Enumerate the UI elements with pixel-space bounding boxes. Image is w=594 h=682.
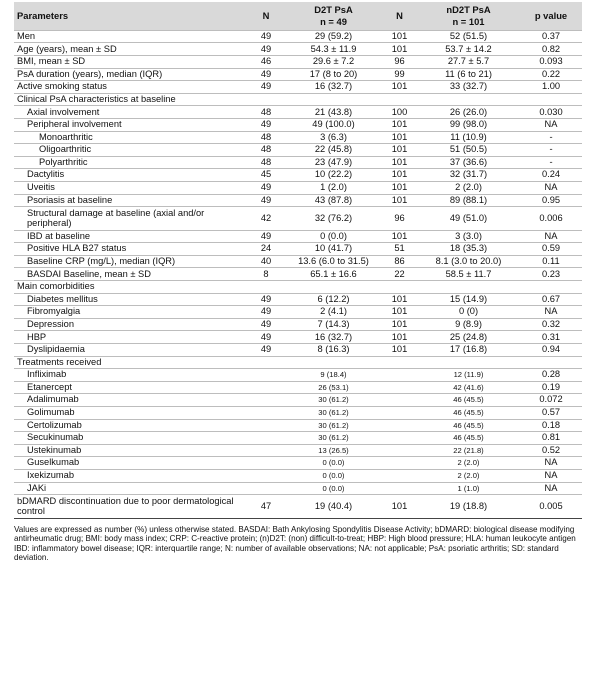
parameter-cell: Guselkumab [14, 457, 247, 470]
n-nd2t-cell: 101 [382, 318, 417, 331]
parameter-cell: Fibromyalgia [14, 306, 247, 319]
n-d2t-cell: 48 [247, 156, 285, 169]
nd2t-value-cell: 22 (21.8) [417, 444, 520, 457]
p-value-cell: 0.57 [520, 406, 582, 419]
p-value-cell: NA [520, 457, 582, 470]
parameter-cell: Positive HLA B27 status [14, 243, 247, 256]
nd2t-value-cell: 99 (98.0) [417, 118, 520, 131]
d2t-value-cell: 0 (0.0) [285, 230, 382, 243]
parameter-cell: HBP [14, 331, 247, 344]
n-d2t-cell: 42 [247, 207, 285, 231]
nd2t-value-cell: 37 (36.6) [417, 156, 520, 169]
p-value-cell: 0.005 [520, 495, 582, 519]
nd2t-value-cell: 25 (24.8) [417, 331, 520, 344]
parameter-cell: BASDAI Baseline, mean ± SD [14, 268, 247, 281]
d2t-value-cell: 21 (43.8) [285, 106, 382, 119]
n-nd2t-cell: 96 [382, 207, 417, 231]
table-row [14, 293, 582, 306]
table-row [14, 156, 582, 169]
table-row [14, 419, 582, 432]
parameter-cell: Ixekizumab [14, 469, 247, 482]
table-row [14, 482, 582, 495]
n-nd2t-cell: 101 [382, 118, 417, 131]
n-d2t-cell: 40 [247, 255, 285, 268]
parameter-cell: Main comorbidities [14, 281, 247, 294]
header-n-nd2t: N [382, 2, 417, 30]
d2t-value-cell: 8 (16.3) [285, 343, 382, 356]
parameter-cell: Treatments received [14, 356, 247, 369]
table-row [14, 81, 582, 94]
parameter-cell: Polyarthritic [14, 156, 247, 169]
nd2t-value-cell: 3 (3.0) [417, 230, 520, 243]
n-d2t-cell: 49 [247, 230, 285, 243]
n-nd2t-cell: 86 [382, 255, 417, 268]
nd2t-value-cell: 52 (51.5) [417, 30, 520, 43]
parameter-cell: JAKi [14, 482, 247, 495]
n-d2t-cell: 8 [247, 268, 285, 281]
nd2t-value-cell: 32 (31.7) [417, 169, 520, 182]
table-row [14, 331, 582, 344]
table-header-row [14, 2, 582, 30]
n-d2t-cell: 49 [247, 194, 285, 207]
n-d2t-cell: 49 [247, 181, 285, 194]
p-value-cell: NA [520, 118, 582, 131]
nd2t-value-cell: 12 (11.9) [417, 369, 520, 382]
parameter-cell: PsA duration (years), median (IQR) [14, 68, 247, 81]
n-nd2t-cell: 99 [382, 68, 417, 81]
p-value-cell: 0.31 [520, 331, 582, 344]
p-value-cell: 0.37 [520, 30, 582, 43]
table-row [14, 318, 582, 331]
nd2t-value-cell: 1 (1.0) [417, 482, 520, 495]
d2t-value-cell: 32 (76.2) [285, 207, 382, 231]
n-d2t-cell [247, 381, 285, 394]
nd2t-value-cell: 58.5 ± 11.7 [417, 268, 520, 281]
n-d2t-cell: 49 [247, 306, 285, 319]
nd2t-value-cell: 46 (45.5) [417, 394, 520, 407]
n-d2t-cell: 49 [247, 30, 285, 43]
table-row [14, 281, 582, 294]
p-value-cell: 0.11 [520, 255, 582, 268]
d2t-value-cell: 30 (61.2) [285, 419, 382, 432]
table-row [14, 469, 582, 482]
d2t-value-cell [285, 281, 382, 294]
d2t-value-cell: 13.6 (6.0 to 31.5) [285, 255, 382, 268]
baseline-characteristics-table [14, 2, 582, 519]
n-d2t-cell: 49 [247, 331, 285, 344]
p-value-cell: 0.67 [520, 293, 582, 306]
n-nd2t-cell: 51 [382, 243, 417, 256]
d2t-value-cell: 43 (87.8) [285, 194, 382, 207]
nd2t-value-cell: 11 (6 to 21) [417, 68, 520, 81]
header-d2t-psa-title: D2T PsA [314, 4, 353, 15]
d2t-value-cell: 22 (45.8) [285, 144, 382, 157]
n-d2t-cell: 49 [247, 318, 285, 331]
d2t-value-cell: 16 (32.7) [285, 81, 382, 94]
nd2t-value-cell: 33 (32.7) [417, 81, 520, 94]
n-nd2t-cell: 101 [382, 293, 417, 306]
parameter-cell: Active smoking status [14, 81, 247, 94]
n-nd2t-cell [382, 394, 417, 407]
n-d2t-cell [247, 482, 285, 495]
p-value-cell: 0.22 [520, 68, 582, 81]
table-row [14, 56, 582, 69]
n-d2t-cell [247, 432, 285, 445]
header-parameters: Parameters [14, 2, 247, 30]
d2t-value-cell: 19 (40.4) [285, 495, 382, 519]
d2t-value-cell: 49 (100.0) [285, 118, 382, 131]
d2t-value-cell: 30 (61.2) [285, 432, 382, 445]
p-value-cell: 0.23 [520, 268, 582, 281]
d2t-value-cell: 7 (14.3) [285, 318, 382, 331]
p-value-cell [520, 93, 582, 106]
header-d2t-psa-count: n = 49 [320, 16, 347, 28]
header-p-value: p value [520, 2, 582, 30]
n-d2t-cell: 45 [247, 169, 285, 182]
p-value-cell: - [520, 131, 582, 144]
d2t-value-cell: 26 (53.1) [285, 381, 382, 394]
table-row [14, 268, 582, 281]
table-row [14, 118, 582, 131]
nd2t-value-cell: 27.7 ± 5.7 [417, 56, 520, 69]
nd2t-value-cell: 19 (18.8) [417, 495, 520, 519]
d2t-value-cell: 1 (2.0) [285, 181, 382, 194]
parameter-cell: Infliximab [14, 369, 247, 382]
p-value-cell: 0.81 [520, 432, 582, 445]
n-nd2t-cell [382, 419, 417, 432]
nd2t-value-cell: 15 (14.9) [417, 293, 520, 306]
n-nd2t-cell: 101 [382, 181, 417, 194]
n-nd2t-cell: 101 [382, 495, 417, 519]
table-row [14, 457, 582, 470]
d2t-value-cell: 10 (41.7) [285, 243, 382, 256]
p-value-cell: 0.093 [520, 56, 582, 69]
nd2t-value-cell: 8.1 (3.0 to 20.0) [417, 255, 520, 268]
nd2t-value-cell: 2 (2.0) [417, 181, 520, 194]
n-d2t-cell: 49 [247, 343, 285, 356]
parameter-cell: bDMARD discontinuation due to poor dermatological control [14, 495, 247, 519]
table-row [14, 243, 582, 256]
n-nd2t-cell [382, 482, 417, 495]
n-nd2t-cell: 101 [382, 194, 417, 207]
header-nd2t-psa-title: nD2T PsA [446, 4, 491, 15]
header-d2t-psa [285, 2, 382, 30]
n-nd2t-cell: 101 [382, 81, 417, 94]
p-value-cell: 0.19 [520, 381, 582, 394]
table-row [14, 306, 582, 319]
p-value-cell: - [520, 144, 582, 157]
parameter-cell: Clinical PsA characteristics at baseline [14, 93, 247, 106]
d2t-value-cell: 23 (47.9) [285, 156, 382, 169]
n-d2t-cell: 48 [247, 144, 285, 157]
parameter-cell: Peripheral involvement [14, 118, 247, 131]
d2t-value-cell: 0 (0.0) [285, 457, 382, 470]
n-nd2t-cell: 101 [382, 131, 417, 144]
n-nd2t-cell: 96 [382, 56, 417, 69]
nd2t-value-cell [417, 356, 520, 369]
table-row [14, 131, 582, 144]
n-nd2t-cell: 101 [382, 156, 417, 169]
table-row [14, 432, 582, 445]
nd2t-value-cell: 42 (41.6) [417, 381, 520, 394]
d2t-value-cell: 29 (59.2) [285, 30, 382, 43]
d2t-value-cell: 13 (26.5) [285, 444, 382, 457]
d2t-value-cell: 30 (61.2) [285, 394, 382, 407]
p-value-cell: 0.32 [520, 318, 582, 331]
n-d2t-cell [247, 93, 285, 106]
nd2t-value-cell [417, 281, 520, 294]
p-value-cell: 0.94 [520, 343, 582, 356]
parameter-cell: Age (years), mean ± SD [14, 43, 247, 56]
parameter-cell: Men [14, 30, 247, 43]
nd2t-value-cell: 46 (45.5) [417, 406, 520, 419]
n-nd2t-cell: 101 [382, 230, 417, 243]
n-nd2t-cell [382, 457, 417, 470]
p-value-cell: 0.030 [520, 106, 582, 119]
n-nd2t-cell [382, 432, 417, 445]
header-n-d2t: N [247, 2, 285, 30]
n-nd2t-cell [382, 356, 417, 369]
d2t-value-cell: 16 (32.7) [285, 331, 382, 344]
table-footnote: Values are expressed as number (%) unless otherwise stated. BASDAI: Bath Ankylosing Spondylitis Disease Activity; bDMARD: biological disease modifying antirheumatic drug; BMI: body mass index; CRP: C-reactive protein; (n)D2T: (non) difficult-to-treat; HBP: High blood pressure; HLA: human leukocyte antigen IBD: inflammatory bowel disease; IQR: interquartile range; N: number of available observations; NA: not applicable; PsA: psoriatic arthritis; SD: standard deviation. [14, 524, 576, 563]
d2t-value-cell: 29.6 ± 7.2 [285, 56, 382, 69]
table-body [14, 30, 582, 518]
table-row [14, 30, 582, 43]
n-d2t-cell: 24 [247, 243, 285, 256]
table-row [14, 406, 582, 419]
table-row [14, 181, 582, 194]
p-value-cell [520, 356, 582, 369]
parameter-cell: Dyslipidaemia [14, 343, 247, 356]
p-value-cell: 0.18 [520, 419, 582, 432]
parameter-cell: Structural damage at baseline (axial and/or peripheral) [14, 207, 247, 231]
n-d2t-cell [247, 281, 285, 294]
p-value-cell: 0.59 [520, 243, 582, 256]
p-value-cell: 0.006 [520, 207, 582, 231]
n-d2t-cell: 49 [247, 81, 285, 94]
nd2t-value-cell: 53.7 ± 14.2 [417, 43, 520, 56]
n-d2t-cell [247, 469, 285, 482]
parameter-cell: Psoriasis at baseline [14, 194, 247, 207]
table-row [14, 394, 582, 407]
n-nd2t-cell: 101 [382, 144, 417, 157]
p-value-cell: 0.52 [520, 444, 582, 457]
d2t-value-cell: 0 (0.0) [285, 469, 382, 482]
d2t-value-cell: 10 (22.2) [285, 169, 382, 182]
parameter-cell: Golimumab [14, 406, 247, 419]
parameter-cell: Monoarthritic [14, 131, 247, 144]
p-value-cell: 0.95 [520, 194, 582, 207]
n-nd2t-cell [382, 281, 417, 294]
n-d2t-cell [247, 419, 285, 432]
table-row [14, 444, 582, 457]
nd2t-value-cell: 26 (26.0) [417, 106, 520, 119]
nd2t-value-cell: 89 (88.1) [417, 194, 520, 207]
n-d2t-cell: 46 [247, 56, 285, 69]
header-nd2t-psa [417, 2, 520, 30]
n-d2t-cell: 49 [247, 68, 285, 81]
d2t-value-cell: 17 (8 to 20) [285, 68, 382, 81]
table-row [14, 194, 582, 207]
d2t-value-cell: 0 (0.0) [285, 482, 382, 495]
d2t-value-cell: 6 (12.2) [285, 293, 382, 306]
n-d2t-cell: 48 [247, 106, 285, 119]
table-row [14, 93, 582, 106]
table-row [14, 68, 582, 81]
n-nd2t-cell [382, 444, 417, 457]
nd2t-value-cell: 9 (8.9) [417, 318, 520, 331]
table-row [14, 106, 582, 119]
parameter-cell: Secukinumab [14, 432, 247, 445]
parameter-cell: Oligoarthritic [14, 144, 247, 157]
n-nd2t-cell: 101 [382, 306, 417, 319]
d2t-value-cell: 65.1 ± 16.6 [285, 268, 382, 281]
table-row [14, 356, 582, 369]
n-nd2t-cell: 101 [382, 343, 417, 356]
d2t-value-cell [285, 93, 382, 106]
n-d2t-cell [247, 394, 285, 407]
n-nd2t-cell: 101 [382, 331, 417, 344]
n-nd2t-cell: 22 [382, 268, 417, 281]
nd2t-value-cell: 11 (10.9) [417, 131, 520, 144]
table-row [14, 169, 582, 182]
n-nd2t-cell [382, 406, 417, 419]
d2t-value-cell: 3 (6.3) [285, 131, 382, 144]
table-figure [14, 2, 582, 563]
p-value-cell: 0.072 [520, 394, 582, 407]
p-value-cell: 0.24 [520, 169, 582, 182]
header-nd2t-psa-count: n = 101 [452, 16, 485, 28]
d2t-value-cell: 30 (61.2) [285, 406, 382, 419]
nd2t-value-cell: 2 (2.0) [417, 469, 520, 482]
parameter-cell: Diabetes mellitus [14, 293, 247, 306]
n-nd2t-cell: 101 [382, 169, 417, 182]
table-row [14, 43, 582, 56]
n-d2t-cell [247, 444, 285, 457]
nd2t-value-cell: 46 (45.5) [417, 432, 520, 445]
n-nd2t-cell [382, 93, 417, 106]
p-value-cell: NA [520, 306, 582, 319]
p-value-cell: NA [520, 230, 582, 243]
n-nd2t-cell [382, 381, 417, 394]
p-value-cell [520, 281, 582, 294]
p-value-cell: 1.00 [520, 81, 582, 94]
p-value-cell: - [520, 156, 582, 169]
nd2t-value-cell: 46 (45.5) [417, 419, 520, 432]
p-value-cell: NA [520, 482, 582, 495]
n-nd2t-cell [382, 369, 417, 382]
d2t-value-cell [285, 356, 382, 369]
p-value-cell: 0.82 [520, 43, 582, 56]
nd2t-value-cell: 18 (35.3) [417, 243, 520, 256]
nd2t-value-cell [417, 93, 520, 106]
n-d2t-cell: 49 [247, 43, 285, 56]
d2t-value-cell: 54.3 ± 11.9 [285, 43, 382, 56]
parameter-cell: Depression [14, 318, 247, 331]
parameter-cell: Axial involvement [14, 106, 247, 119]
n-d2t-cell: 49 [247, 293, 285, 306]
parameter-cell: Certolizumab [14, 419, 247, 432]
table-row [14, 207, 582, 231]
n-d2t-cell [247, 457, 285, 470]
nd2t-value-cell: 2 (2.0) [417, 457, 520, 470]
parameter-cell: Adalimumab [14, 394, 247, 407]
n-d2t-cell [247, 356, 285, 369]
p-value-cell: NA [520, 181, 582, 194]
n-d2t-cell: 49 [247, 118, 285, 131]
parameter-cell: Uveitis [14, 181, 247, 194]
table-row [14, 230, 582, 243]
table-row [14, 369, 582, 382]
n-nd2t-cell [382, 469, 417, 482]
parameter-cell: Ustekinumab [14, 444, 247, 457]
parameter-cell: BMI, mean ± SD [14, 56, 247, 69]
nd2t-value-cell: 51 (50.5) [417, 144, 520, 157]
p-value-cell: 0.28 [520, 369, 582, 382]
n-d2t-cell [247, 369, 285, 382]
d2t-value-cell: 9 (18.4) [285, 369, 382, 382]
table-row [14, 381, 582, 394]
p-value-cell: NA [520, 469, 582, 482]
n-nd2t-cell: 100 [382, 106, 417, 119]
n-nd2t-cell: 101 [382, 43, 417, 56]
parameter-cell: Dactylitis [14, 169, 247, 182]
n-d2t-cell: 48 [247, 131, 285, 144]
parameter-cell: Etanercept [14, 381, 247, 394]
d2t-value-cell: 2 (4.1) [285, 306, 382, 319]
parameter-cell: Baseline CRP (mg/L), median (IQR) [14, 255, 247, 268]
nd2t-value-cell: 17 (16.8) [417, 343, 520, 356]
n-d2t-cell [247, 406, 285, 419]
parameter-cell: IBD at baseline [14, 230, 247, 243]
nd2t-value-cell: 0 (0) [417, 306, 520, 319]
n-d2t-cell: 47 [247, 495, 285, 519]
n-nd2t-cell: 101 [382, 30, 417, 43]
table-row [14, 495, 582, 519]
table-row [14, 343, 582, 356]
table-row [14, 144, 582, 157]
table-row [14, 255, 582, 268]
nd2t-value-cell: 49 (51.0) [417, 207, 520, 231]
